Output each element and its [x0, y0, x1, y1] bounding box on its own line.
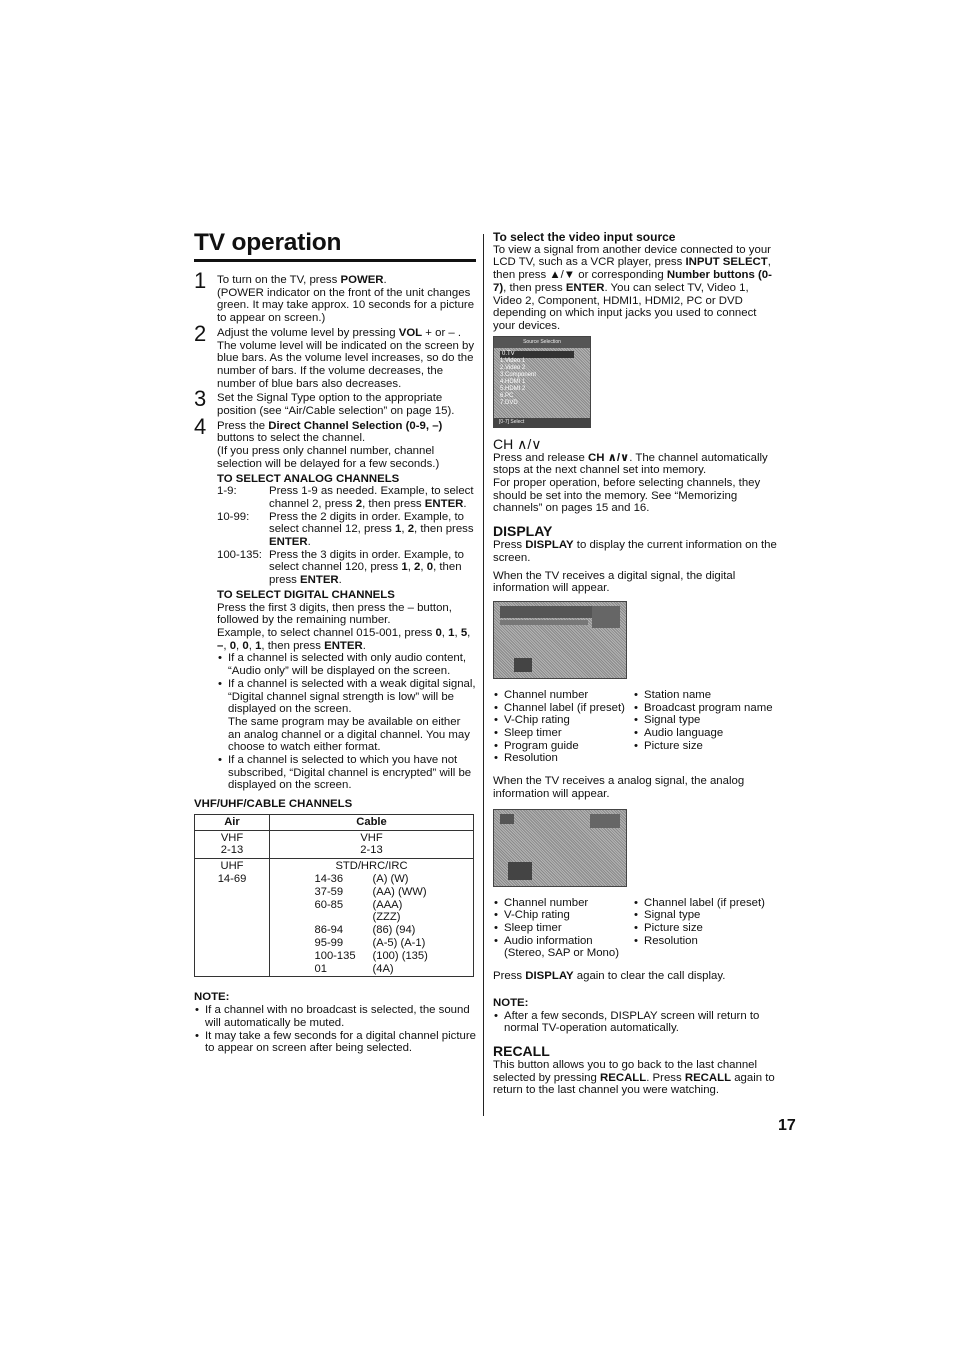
column-divider: [483, 234, 484, 1116]
table-header-row: [195, 814, 474, 830]
text: , then press ▲/▼ or corresponding: [493, 256, 771, 282]
cable-range-row: [273, 963, 470, 976]
text: 86-94: [314, 924, 344, 937]
analog-info-list: [493, 897, 778, 961]
info-panel: [590, 814, 620, 828]
text: STD/HRC/IRC: [335, 860, 408, 873]
recall-heading: RECALL: [493, 1042, 550, 1059]
key: INPUT SELECT: [685, 256, 768, 269]
text: . Press: [646, 1071, 685, 1084]
list-item: • Signal type: [633, 909, 778, 922]
text: buttons to select the channel.: [217, 432, 366, 445]
text: .: [307, 536, 311, 549]
analog-info-screen: [493, 809, 627, 887]
text: .: [338, 574, 342, 587]
text: VHF: [360, 831, 383, 844]
text: , then press: [269, 561, 462, 587]
key: 2: [355, 497, 363, 510]
digital-info-list: [493, 689, 778, 765]
ch-text: For proper operation, before selecting channels, they should be set into the memory. See “Memorizing channels” on pages 15 and 16.: [493, 477, 761, 515]
text: UHF: [220, 860, 244, 873]
text: 60-85: [314, 898, 344, 911]
direct-channel-key: Direct Channel Selection (0-9, –): [268, 419, 443, 432]
info-panel: [592, 606, 620, 628]
channels-table-heading: VHF/UHF/CABLE CHANNELS: [194, 798, 353, 811]
text: , then press: [261, 639, 325, 652]
text: If a channel is selected with a weak digital signal, “Digital channel signal strength is low” will be displayed on the screen.: [228, 677, 476, 716]
range-desc: [269, 485, 476, 510]
ch-heading: CH ∧/∨: [493, 435, 542, 452]
analog-heading: TO SELECT ANALOG CHANNELS: [217, 472, 400, 485]
key: 0: [242, 639, 249, 652]
key: DISPLAY: [525, 970, 574, 983]
text: (A) (W): [372, 873, 409, 886]
list-item: • Audio language: [633, 727, 778, 740]
list-item: • Signal type: [633, 714, 778, 727]
text: (AA) (WW): [372, 885, 427, 898]
digital-example: [217, 627, 476, 652]
key: 2: [407, 523, 415, 536]
list-item: • Sleep timer: [493, 922, 633, 935]
step-number: 2: [194, 320, 207, 346]
step-3: [194, 386, 476, 418]
text: . You can select TV, Video 1, Video 2, Component, HDMI1, HDMI2, PC or DVD depending on which input jacks you used to connect your devices.: [493, 281, 757, 332]
power-key: POWER: [340, 274, 384, 286]
key: 1: [395, 523, 402, 536]
key: RECALL: [600, 1071, 647, 1084]
info-list-left: [493, 897, 633, 961]
text: This button allows you to go back to the last channel selected by pressing: [493, 1058, 758, 1084]
key: ENTER: [300, 574, 339, 587]
range-key: 10-99:: [217, 510, 250, 523]
text: ,: [407, 561, 415, 574]
text: (4A): [372, 962, 394, 975]
menu-item: 3.Component: [500, 371, 537, 378]
key: ENTER: [565, 281, 605, 294]
text: ,: [420, 561, 427, 574]
cable-range-row: [273, 950, 470, 963]
text: , then press: [362, 497, 425, 510]
text: (A-5) (A-1): [372, 937, 426, 949]
text: VHF: [220, 831, 244, 844]
text: ,: [454, 626, 461, 639]
info-badge: [514, 658, 532, 672]
text: . The channel automatically stops at the next channel set into memory.: [493, 451, 768, 477]
display-heading: DISPLAY: [493, 523, 553, 540]
digital-bullets: [217, 652, 476, 792]
list-item: • Channel label (if preset): [493, 702, 633, 715]
text: , then press: [503, 281, 566, 294]
text: Press the: [217, 419, 269, 432]
list-item: • It may take a few seconds for a digital channel picture to appear on screen after being selected.: [194, 1030, 476, 1055]
step-text: [217, 274, 476, 287]
list-item: • If a channel is selected with only audio content, “Audio only” will be displayed on the screen.: [217, 652, 476, 677]
menu-item: 4.HDMI 1: [500, 378, 526, 385]
text: 95-99: [314, 937, 344, 949]
step-number: 1: [194, 268, 207, 293]
range-desc: [269, 549, 476, 587]
text: (86) (94): [372, 924, 416, 937]
text: + or – . The volume level will be indicated on the screen by blue bars. As the volume level increases, so do the number of bars. If the volume decreases, the number of blue bars also decreases.: [217, 326, 475, 390]
info-list-right: [633, 689, 778, 765]
channels-table: [194, 814, 474, 978]
text: 14-36: [314, 873, 344, 886]
text: To turn on the TV, press: [217, 274, 341, 286]
text: Adjust the volume level by pressing: [217, 326, 399, 339]
text: ,: [236, 639, 243, 652]
key: 5: [460, 626, 468, 639]
list-item: [493, 935, 633, 960]
text: Press the 2 digits in order. Example, to select channel 12, press: [269, 510, 465, 536]
text: ,: [248, 639, 256, 652]
text: ,: [401, 523, 408, 536]
key: RECALL: [684, 1071, 732, 1084]
text: (100) (135): [372, 949, 428, 962]
column-header: Air: [195, 814, 270, 830]
key: 1: [401, 561, 408, 574]
step-text: [217, 327, 476, 391]
text: (AAA) (ZZZ): [372, 898, 403, 924]
text: ,: [441, 626, 449, 639]
info-badge: [508, 862, 532, 880]
menu-item: 0.TV: [500, 351, 574, 358]
list-item: • V-Chip rating: [493, 909, 633, 922]
analog-row: [217, 485, 476, 510]
menu-item: 2.Video 2: [500, 364, 526, 371]
page-title: TV operation: [194, 229, 342, 256]
source-selection-screen: [493, 336, 591, 428]
text: Press 1-9 as needed. Example, to select channel 2, press: [269, 485, 474, 510]
key: CH ∧/∨: [587, 451, 630, 464]
key: ENTER: [324, 639, 363, 652]
cable-range-row: [273, 924, 470, 937]
text: ,: [467, 626, 471, 639]
list-item: • If a channel with no broadcast is selected, the sound will automatically be muted.: [194, 1004, 476, 1029]
list-item: • If a channel is selected to which you have not subscribed, “Digital channel is encrypted” will be displayed on the screen.: [217, 754, 476, 792]
display-text: [493, 539, 778, 564]
right-column: [493, 231, 778, 1097]
key: ENTER: [424, 497, 464, 510]
text: (Stereo, SAP or Mono): [504, 947, 620, 960]
list-item: • Picture size: [633, 740, 778, 753]
list-item: • V-Chip rating: [493, 714, 633, 727]
key: Number buttons (0-7): [493, 269, 772, 294]
list-item: • Station name: [633, 689, 778, 702]
step-number: 3: [194, 386, 207, 412]
key: 0: [229, 639, 237, 652]
table-row: [195, 830, 474, 859]
display-text: When the TV receives a analog signal, the analog information will appear.: [493, 775, 745, 800]
menu-title: Source Selection: [494, 337, 590, 348]
info-list-right: [633, 897, 778, 961]
key: –: [217, 639, 224, 652]
text: 2-13: [220, 844, 244, 857]
text: 2-13: [360, 844, 383, 857]
digital-text: Press the first 3 digits, then press the – button, followed by the remaining number.: [217, 601, 452, 627]
text: 37-59: [314, 885, 344, 898]
text: again to clear the call display.: [573, 970, 726, 983]
step-4: [194, 413, 476, 792]
video-input-heading: To select the video input source: [493, 230, 676, 244]
step-text: (POWER indicator on the front of the unit changes green. It may take approx. 10 seconds for a picture to appear on screen.): [217, 286, 475, 325]
cable-range-row: [273, 899, 470, 925]
info-channel: [500, 814, 514, 824]
step-text: [217, 420, 476, 445]
cable-range-row: [273, 937, 470, 950]
list-item: • Picture size: [633, 922, 778, 935]
text: .: [463, 497, 467, 510]
vol-key: VOL: [398, 326, 423, 339]
list-item: • Sleep timer: [493, 727, 633, 740]
note-heading: NOTE:: [194, 991, 230, 1004]
digital-info-screen: [493, 601, 627, 679]
text: to display the current information on the screen.: [493, 539, 777, 564]
left-column: [194, 228, 476, 1055]
cable-range-row: [273, 886, 470, 899]
column-header: Cable: [270, 814, 474, 830]
recall-text: [493, 1059, 778, 1097]
table-cell: [195, 830, 270, 859]
source-menu: [500, 351, 574, 407]
list-item: • Resolution: [633, 935, 778, 948]
key: 1: [448, 626, 455, 639]
table-row: [195, 859, 474, 977]
range-desc: [269, 511, 476, 549]
text: 100-135: [314, 949, 356, 962]
text: ,: [223, 639, 230, 652]
display-text: [493, 970, 778, 983]
list-item: • Channel number: [493, 897, 633, 910]
list-item: • Broadcast program name: [633, 702, 778, 715]
menu-item: 1.Video 1: [500, 357, 526, 364]
range-key: 1-9:: [217, 485, 237, 498]
list-item: • Channel label (if preset): [633, 897, 778, 910]
key: 1: [255, 639, 262, 652]
text: The same program may be available on either an analog channel or a digital channel. You may choose to watch either format.: [228, 715, 470, 754]
key: DISPLAY: [525, 539, 574, 552]
digital-heading: TO SELECT DIGITAL CHANNELS: [217, 588, 395, 601]
menu-item: 7.DVD: [500, 399, 518, 406]
step-1: [194, 268, 476, 325]
text: Press: [493, 970, 526, 983]
menu-footer: [0-7] Select: [494, 418, 590, 427]
note-list: [493, 1010, 778, 1035]
ch-text: [493, 452, 778, 477]
text: To view a signal from another device connected to your LCD TV, such as a VCR player, press: [493, 243, 771, 269]
table-cell: [270, 830, 474, 859]
table-cell: [195, 859, 270, 977]
table-cell: [270, 859, 474, 977]
page-number: 17: [778, 1117, 796, 1134]
text: Press: [493, 539, 526, 552]
list-item: [217, 678, 476, 754]
key: 0: [426, 561, 434, 574]
step-text: (If you press only channel number, channel selection will be delayed for a few seconds.): [217, 445, 440, 470]
display-text: When the TV receives a digital signal, the digital information will appear.: [493, 569, 736, 595]
key: ENTER: [269, 536, 308, 549]
key: 0: [435, 626, 442, 639]
step-2: [194, 320, 476, 391]
text: Example, to select channel 015-001, press: [217, 626, 436, 639]
key: 2: [414, 561, 421, 574]
step-number: 4: [194, 413, 207, 439]
note-heading: NOTE:: [493, 996, 529, 1009]
step-text: Set the Signal Type option to the appropriate position (see “Air/Cable selection” on page 15).: [217, 392, 455, 418]
title-rule: [194, 259, 476, 262]
menu-item: 5.HDMI 2: [500, 385, 526, 392]
list-item: • Channel number: [493, 689, 633, 702]
text: Press the 3 digits in order. Example, to select channel 120, press: [269, 548, 465, 574]
cable-range-row: [273, 873, 470, 886]
text: again to return to the last channel you were watching.: [493, 1071, 775, 1097]
analog-row: [217, 549, 476, 587]
video-input-text: [493, 244, 778, 333]
text: .: [362, 639, 366, 652]
list-item: • Program guide: [493, 740, 633, 753]
text: 01: [314, 962, 327, 975]
note-list: [194, 1004, 476, 1055]
list-item: • Resolution: [493, 752, 633, 765]
text: Press and release: [493, 451, 588, 464]
info-bar: [500, 620, 588, 625]
text: , then press: [414, 523, 474, 536]
text: .: [383, 274, 387, 286]
analog-row: [217, 511, 476, 549]
text: 14-69: [217, 873, 247, 886]
range-key: 100-135:: [217, 548, 262, 561]
text: Audio information: [504, 934, 593, 947]
menu-item: 6.PC: [500, 392, 514, 399]
info-list-left: [493, 689, 633, 765]
list-item: • After a few seconds, DISPLAY screen will return to normal TV-operation automatically.: [493, 1010, 778, 1035]
